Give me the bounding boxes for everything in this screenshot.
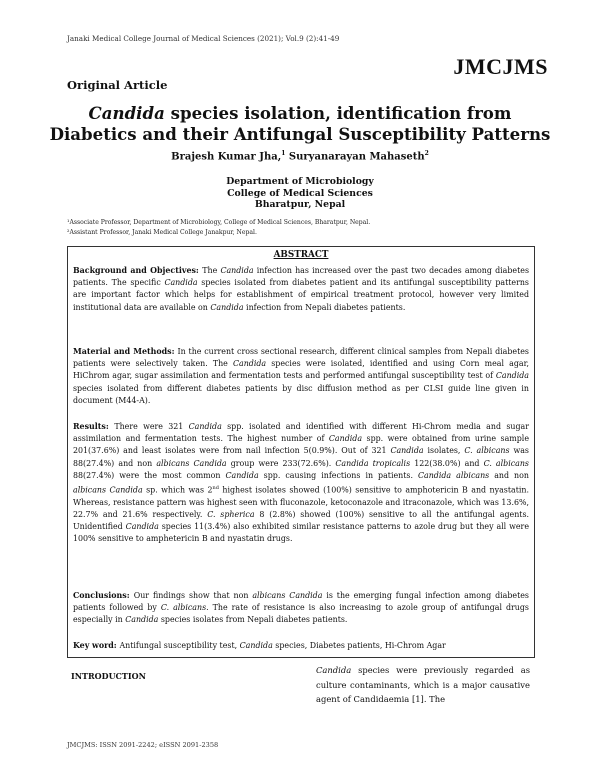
abstract-background xyxy=(73,265,529,314)
text: Antifungal susceptibility test, xyxy=(119,641,240,650)
article-type-label: Original Article xyxy=(67,78,168,92)
keywords-label: Key word: xyxy=(73,641,120,650)
text: species isolated from diabetes patient and its antifungal susceptibility patterns are important factor which helps for establishment of empirical treatment protocol, however very limited institutional data are available on xyxy=(73,278,529,312)
affiliation xyxy=(40,176,560,211)
text: spp. causing infections in patients. xyxy=(258,470,418,480)
italic: Candida xyxy=(232,359,267,369)
italic: Candida xyxy=(328,434,363,444)
italic: Candida xyxy=(225,470,259,480)
abstract-heading: ABSTRACT xyxy=(273,250,329,260)
results-label: Results: xyxy=(73,422,115,431)
background-label: Background and Objectives: xyxy=(73,266,203,275)
text: and non xyxy=(489,470,529,480)
italic: C. albicans xyxy=(464,446,510,456)
authors xyxy=(40,150,560,162)
text: species isolated from different diabetes patients by disc diffusion method as per CLSI guide line given in document (M44-A). xyxy=(73,383,529,405)
italic: Candida albicans xyxy=(417,470,490,480)
footnote-1: ¹Associate Professor, Department of Microbiology, College of Medical Sciences, Bharatpur, Nepal. xyxy=(67,219,371,226)
text: spp. isolated and identified with different Hi-Chrom media and sugar assimilation and fermentation tests. The highest number of xyxy=(73,422,529,444)
author-1: Brajesh Kumar Jha, xyxy=(171,151,282,163)
text: isolates, xyxy=(423,446,465,456)
text: 8 (2.8%) showed (100%) sensitive to all the antifungal agents. Unidentified xyxy=(73,510,530,532)
text: is the emerging fungal infection among diabetes patients followed by xyxy=(73,591,529,613)
italic: albicans Candida xyxy=(73,485,143,495)
introduction-text xyxy=(316,663,530,707)
italic: C. albicans xyxy=(483,458,529,468)
affiliation-line-1: Department of Microbiology xyxy=(226,176,374,187)
affiliation-line-3: Bharatpur, Nepal xyxy=(254,199,346,210)
title-italic: Candida xyxy=(88,103,165,123)
italic: Candida xyxy=(316,665,352,675)
text: species were isolated, identified and using Corn meal agar, HiChrom agar, sugar assimilation and fermentation tests and performed antifungal susceptibility test of xyxy=(73,359,529,381)
conclusions-label: Conclusions: xyxy=(73,591,134,600)
text: There were 321 xyxy=(114,422,189,431)
italic: C. spherica xyxy=(207,510,255,520)
article-title xyxy=(40,103,560,145)
affiliation-line-2: College of Medical Sciences xyxy=(227,187,373,199)
author-2-sup: 2 xyxy=(424,150,429,157)
text: species isolates from Nepali diabetes patients. xyxy=(158,615,348,625)
text: infection from Nepali diabetes patients. xyxy=(243,302,406,312)
journal-citation: Janaki Medical College Journal of Medical Sciences (2021); Vol.9 (2):41-49 xyxy=(67,34,340,43)
abstract-conclusions xyxy=(73,590,529,627)
italic: Candida xyxy=(239,641,273,650)
abstract-keywords xyxy=(73,640,529,652)
title-line2: Diabetics and their Antifungal Susceptibility Patterns xyxy=(49,124,551,144)
abstract-methods xyxy=(73,346,529,407)
footnote-2: ²Assistant Professor, Janaki Medical College Janakpur, Nepal. xyxy=(67,229,257,236)
italic: Candida xyxy=(125,522,159,532)
text: Our findings show that non xyxy=(133,591,253,600)
text: 88(27.4%) were the most common xyxy=(73,470,226,480)
italic: albicans Candida xyxy=(156,458,227,468)
italic: Candida tropicalis xyxy=(335,458,411,468)
text: 122(38.0%) and xyxy=(410,458,484,468)
text: . The rate of resistance is also increasing to azole group of antifungal drugs especially in xyxy=(73,603,529,625)
italic: Candida xyxy=(220,266,254,275)
text: was 88(27.4%) and non xyxy=(73,446,529,468)
text: sp. which was 2 xyxy=(142,485,213,495)
italic: Candida xyxy=(164,278,198,288)
italic: Candida xyxy=(188,422,222,431)
text: infection has increased over the past two decades among diabetes patients. The specific xyxy=(73,266,529,288)
text: species 11(3.4%) also exhibited similar resistance patterns to azole drug but they all were 100% sensitive to amphetericin B and nyastatin drugs. xyxy=(73,522,529,544)
text: In the current cross sectional research, different clinical samples from Nepali diabetes patients were selectively taken. The xyxy=(73,347,529,369)
italic: Candida xyxy=(210,302,244,312)
methods-label: Material and Methods: xyxy=(73,347,178,356)
author-2: Suryanarayan Mahaseth xyxy=(285,151,425,163)
italic: albicans Candida xyxy=(252,591,323,600)
text: species were previously regarded as culture contaminants, which is a major causative agent of Candidaemia [1]. The xyxy=(316,665,530,705)
italic: Candida xyxy=(495,371,529,381)
italic: Candida xyxy=(125,615,159,625)
title-line1: species isolation, identification from xyxy=(164,103,512,123)
abstract-results xyxy=(73,421,529,546)
text: highest isolates showed (100%) sensitive to amphotericin B and nyastatin. Whereas, resistance pattern was highest seen with fluconazole, ketoconazole and itraconazole, which was 13.6%, 22.7% and 21.6% respectively. xyxy=(73,485,529,520)
italic: C. albicans xyxy=(160,603,207,613)
author-footnotes xyxy=(67,218,370,238)
text: spp. were obtained from urine sample 201(37.6%) and least isolates were from nail infection 5(0.9%). Out of 321 xyxy=(73,434,529,456)
text: group were 233(72.6%). xyxy=(226,458,336,468)
italic: Candida xyxy=(390,446,424,456)
author-1-sup: 1 xyxy=(281,150,286,157)
page-footer: JMCJMS: ISSN 2091-2242; eISSN 2091-2358 xyxy=(67,741,219,749)
introduction-heading: INTRODUCTION xyxy=(71,671,146,681)
superscript: nd xyxy=(212,485,219,492)
text: The xyxy=(202,266,221,275)
text: species, Diabetes patients, Hi-Chrom Agar xyxy=(272,641,446,650)
journal-logo: JMCJMS xyxy=(453,54,548,79)
